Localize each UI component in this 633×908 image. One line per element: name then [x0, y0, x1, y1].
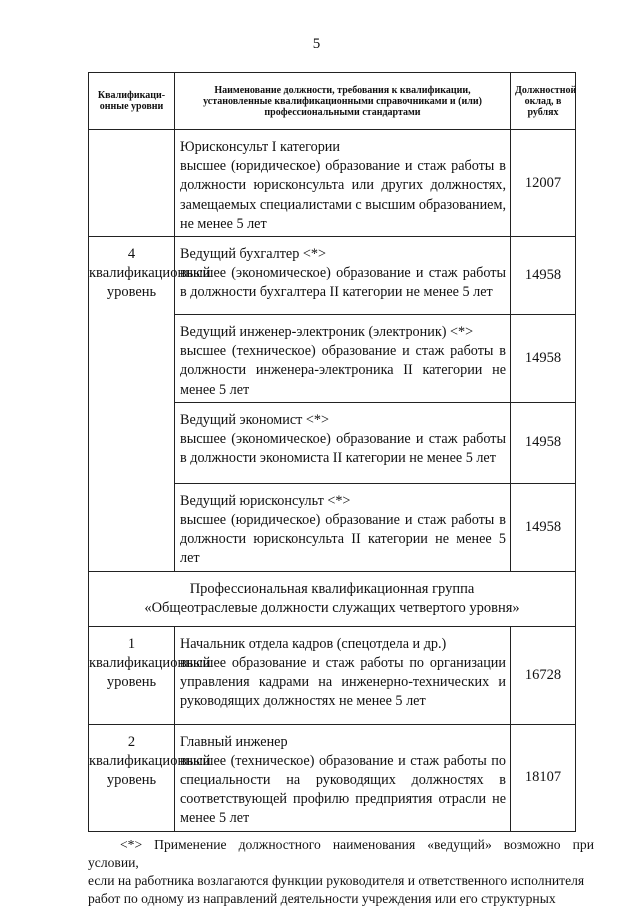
- header-level: Квалификаци-онные уровни: [89, 73, 175, 130]
- group-heading-line1: Профессиональная квалификационная группа: [189, 580, 475, 597]
- position-requirements: высшее (техническое) образование и стаж работы по специальности на руководящих должностях в соответствующей профилю предприятия отрасли не менее 5 лет: [180, 752, 506, 827]
- position-requirements: высшее (экономическое) образование и стаж работы в должности экономиста II категории не менее 5 лет: [180, 431, 506, 467]
- salary-cell: 14958: [511, 402, 576, 483]
- footnote-line: работ по одному из направлений деятельности учреждения или его структурных: [88, 891, 556, 906]
- table-row: [89, 724, 576, 831]
- level-cell: 4 квалификационный уровень: [89, 237, 175, 572]
- position-cell: [175, 402, 511, 483]
- level-cell: 1 квалификационный уровень: [89, 626, 175, 724]
- footnote: [88, 836, 594, 908]
- salary-cell: 16728: [511, 626, 576, 724]
- salary-cell: 12007: [511, 130, 576, 237]
- position-cell: [175, 483, 511, 571]
- position-cell: [175, 724, 511, 831]
- group-heading-line2: «Общеотраслевые должности служащих четвертого уровня»: [144, 599, 520, 616]
- salary-cell: 14958: [511, 237, 576, 315]
- table-row: [89, 626, 576, 724]
- position-title: Начальник отдела кадров (спецотдела и др.): [180, 635, 447, 652]
- footnote-line: <*> Применение должностного наименования «ведущий» возможно при условии,: [88, 837, 594, 870]
- salary-cell: 18107: [511, 724, 576, 831]
- table-row: [89, 237, 576, 315]
- level-cell: [89, 130, 175, 237]
- salary-cell: 14958: [511, 315, 576, 403]
- table-header-row: [89, 73, 576, 130]
- position-title: Ведущий юрисконсульт <*>: [180, 492, 351, 509]
- position-title: Ведущий бухгалтер <*>: [180, 246, 326, 263]
- footnote-line: если на работника возлагаются функции руководителя и ответственного исполнителя: [88, 873, 585, 888]
- salary-cell: 14958: [511, 483, 576, 571]
- position-cell: [175, 626, 511, 724]
- page-number: 5: [312, 36, 321, 52]
- header-salary: Должностной оклад, в рублях: [511, 73, 576, 130]
- position-requirements: высшее (юридическое) образование и стаж работы в должности юрисконсульта II категории не менее 5 лет: [180, 512, 506, 567]
- position-title: Главный инженер: [180, 733, 288, 750]
- level-cell: 2 квалификационный уровень: [89, 724, 175, 831]
- salary-table: [88, 72, 576, 832]
- group-heading: [89, 571, 576, 626]
- position-title: Юрисконсульт I категории: [180, 139, 340, 155]
- group-heading-row: [89, 571, 576, 626]
- position-cell: [175, 315, 511, 403]
- table-row: [89, 130, 576, 237]
- position-title: Ведущий инженер-электроник (электроник) <*>: [180, 324, 474, 341]
- header-position: Наименование должности, требования к квалификации, установленные квалификационными справочниками и (или) профессиональными стандартами: [175, 73, 511, 130]
- position-requirements: высшее образование и стаж работы по организации управления кадрами на инженерно-технических и руководящих должностях не менее 5 лет: [180, 654, 506, 710]
- position-cell: [175, 130, 511, 237]
- position-cell: [175, 237, 511, 315]
- position-requirements: высшее (техническое) образование и стаж работы в должности инженера-электроника II категории не менее 5 лет: [180, 343, 506, 398]
- position-requirements: высшее (юридическое) образование и стаж работы в должности юрисконсульта или других должностях, замещаемых специалистами с высшим образованием, не менее 5 лет: [180, 158, 506, 232]
- position-requirements: высшее (экономическое) образование и стаж работы в должности бухгалтера II категории не менее 5 лет: [180, 265, 506, 301]
- position-title: Ведущий экономист <*>: [180, 411, 330, 428]
